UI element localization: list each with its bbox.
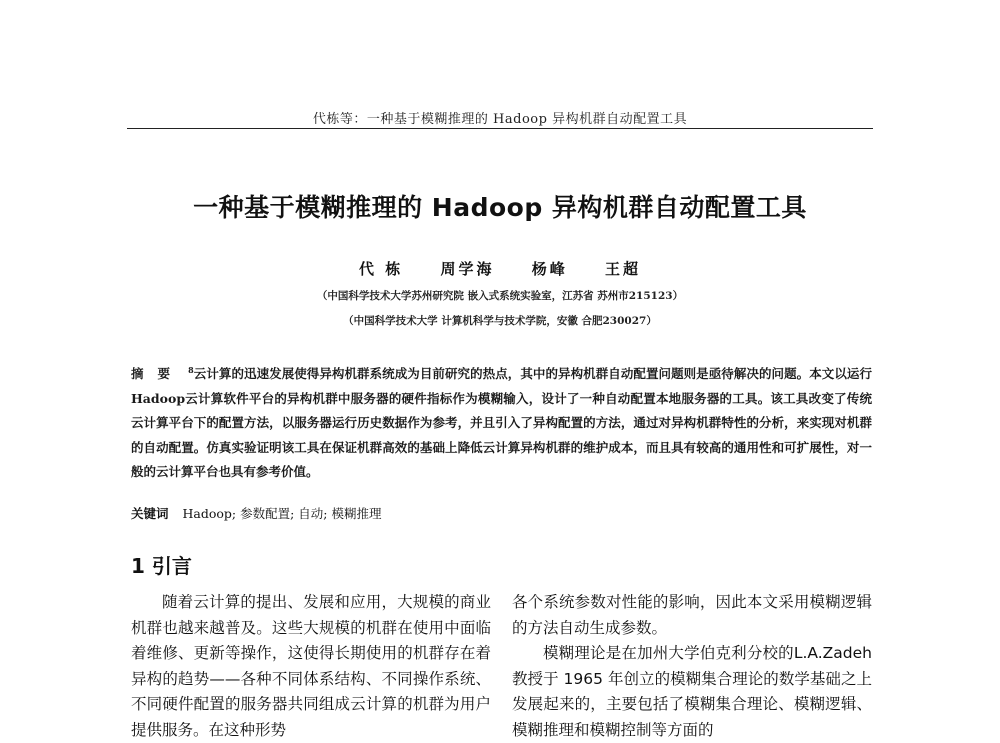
abstract-text: 云计算的迅速发展使得异构机群系统成为目前研究的热点，其中的异构机群自动配置问题则是亟待解决的问题。本文以运行Hadoop云计算软件平台的异构机群中服务器的硬件指标作为模糊输入，设计了一种自动配置本地服务器的工具。该工具改变了传统云计算平台下的配置方法，以服务器运行历史数据作为参考，并且引入了异构配置的方法，通过对异构机群特性的分析，来实现对机群的自动配置。仿真实验证明该工具在保证机群高效的基础上降低云计算异构机群的维护成本，而且具有较高的通用性和可扩展性，对一般的云计算平台也具有参考价值。 — [131, 366, 872, 480]
paper-title: 一种基于模糊推理的 Hadoop 异构机群自动配置工具 — [193, 193, 807, 222]
affiliation: （中国科学技术大学 计算机科学与技术学院，安徽 合肥230027） — [343, 315, 657, 327]
header-rule — [127, 128, 873, 129]
body-column-left — [131, 590, 491, 743]
paragraph: 模糊理论是在加州大学伯克利分校的L.A.Zadeh教授于 1965 年创立的模糊集合理论的数学基础之上发展起来的，主要包括了模糊集合理论、模糊逻辑、模糊推理和模糊控制等方面的 — [512, 644, 872, 739]
author-list — [0, 258, 1000, 279]
paragraph: 随着云计算的提出、发展和应用，大规模的商业机群也越来越普及。这些大规模的机群在使用中面临着维修、更新等操作，这使得长期使用的机群存在着异构的趋势——各种不同体系结构、不同操作系统、不同硬件配置的服务器共同组成云计算的机群为用户提供服务。在这种形势 — [131, 593, 491, 739]
author: 周学海 — [440, 260, 495, 278]
running-head: 代栋等：一种基于模糊推理的 Hadoop 异构机群自动配置工具 — [312, 112, 688, 127]
keywords — [131, 504, 381, 522]
section-heading: 1 引言 — [131, 554, 192, 578]
abstract — [131, 358, 872, 485]
author: 代 栋 — [359, 260, 404, 278]
abstract-label: 摘要 — [131, 366, 185, 382]
author: 王超 — [604, 260, 641, 278]
paragraph: 各个系统参数对性能的影响，因此本文采用模糊逻辑的方法自动生成参数。 — [512, 593, 872, 637]
body-column-right — [512, 590, 872, 743]
keywords-text: Hadoop; 参数配置; 自动; 模糊推理 — [182, 506, 382, 521]
author: 杨峰 — [531, 260, 568, 278]
footnote-marker: 8 — [188, 365, 194, 375]
keywords-label: 关键词 — [131, 506, 169, 521]
affiliation: （中国科学技术大学苏州研究院 嵌入式系统实验室，江苏省 苏州市215123） — [316, 290, 684, 302]
